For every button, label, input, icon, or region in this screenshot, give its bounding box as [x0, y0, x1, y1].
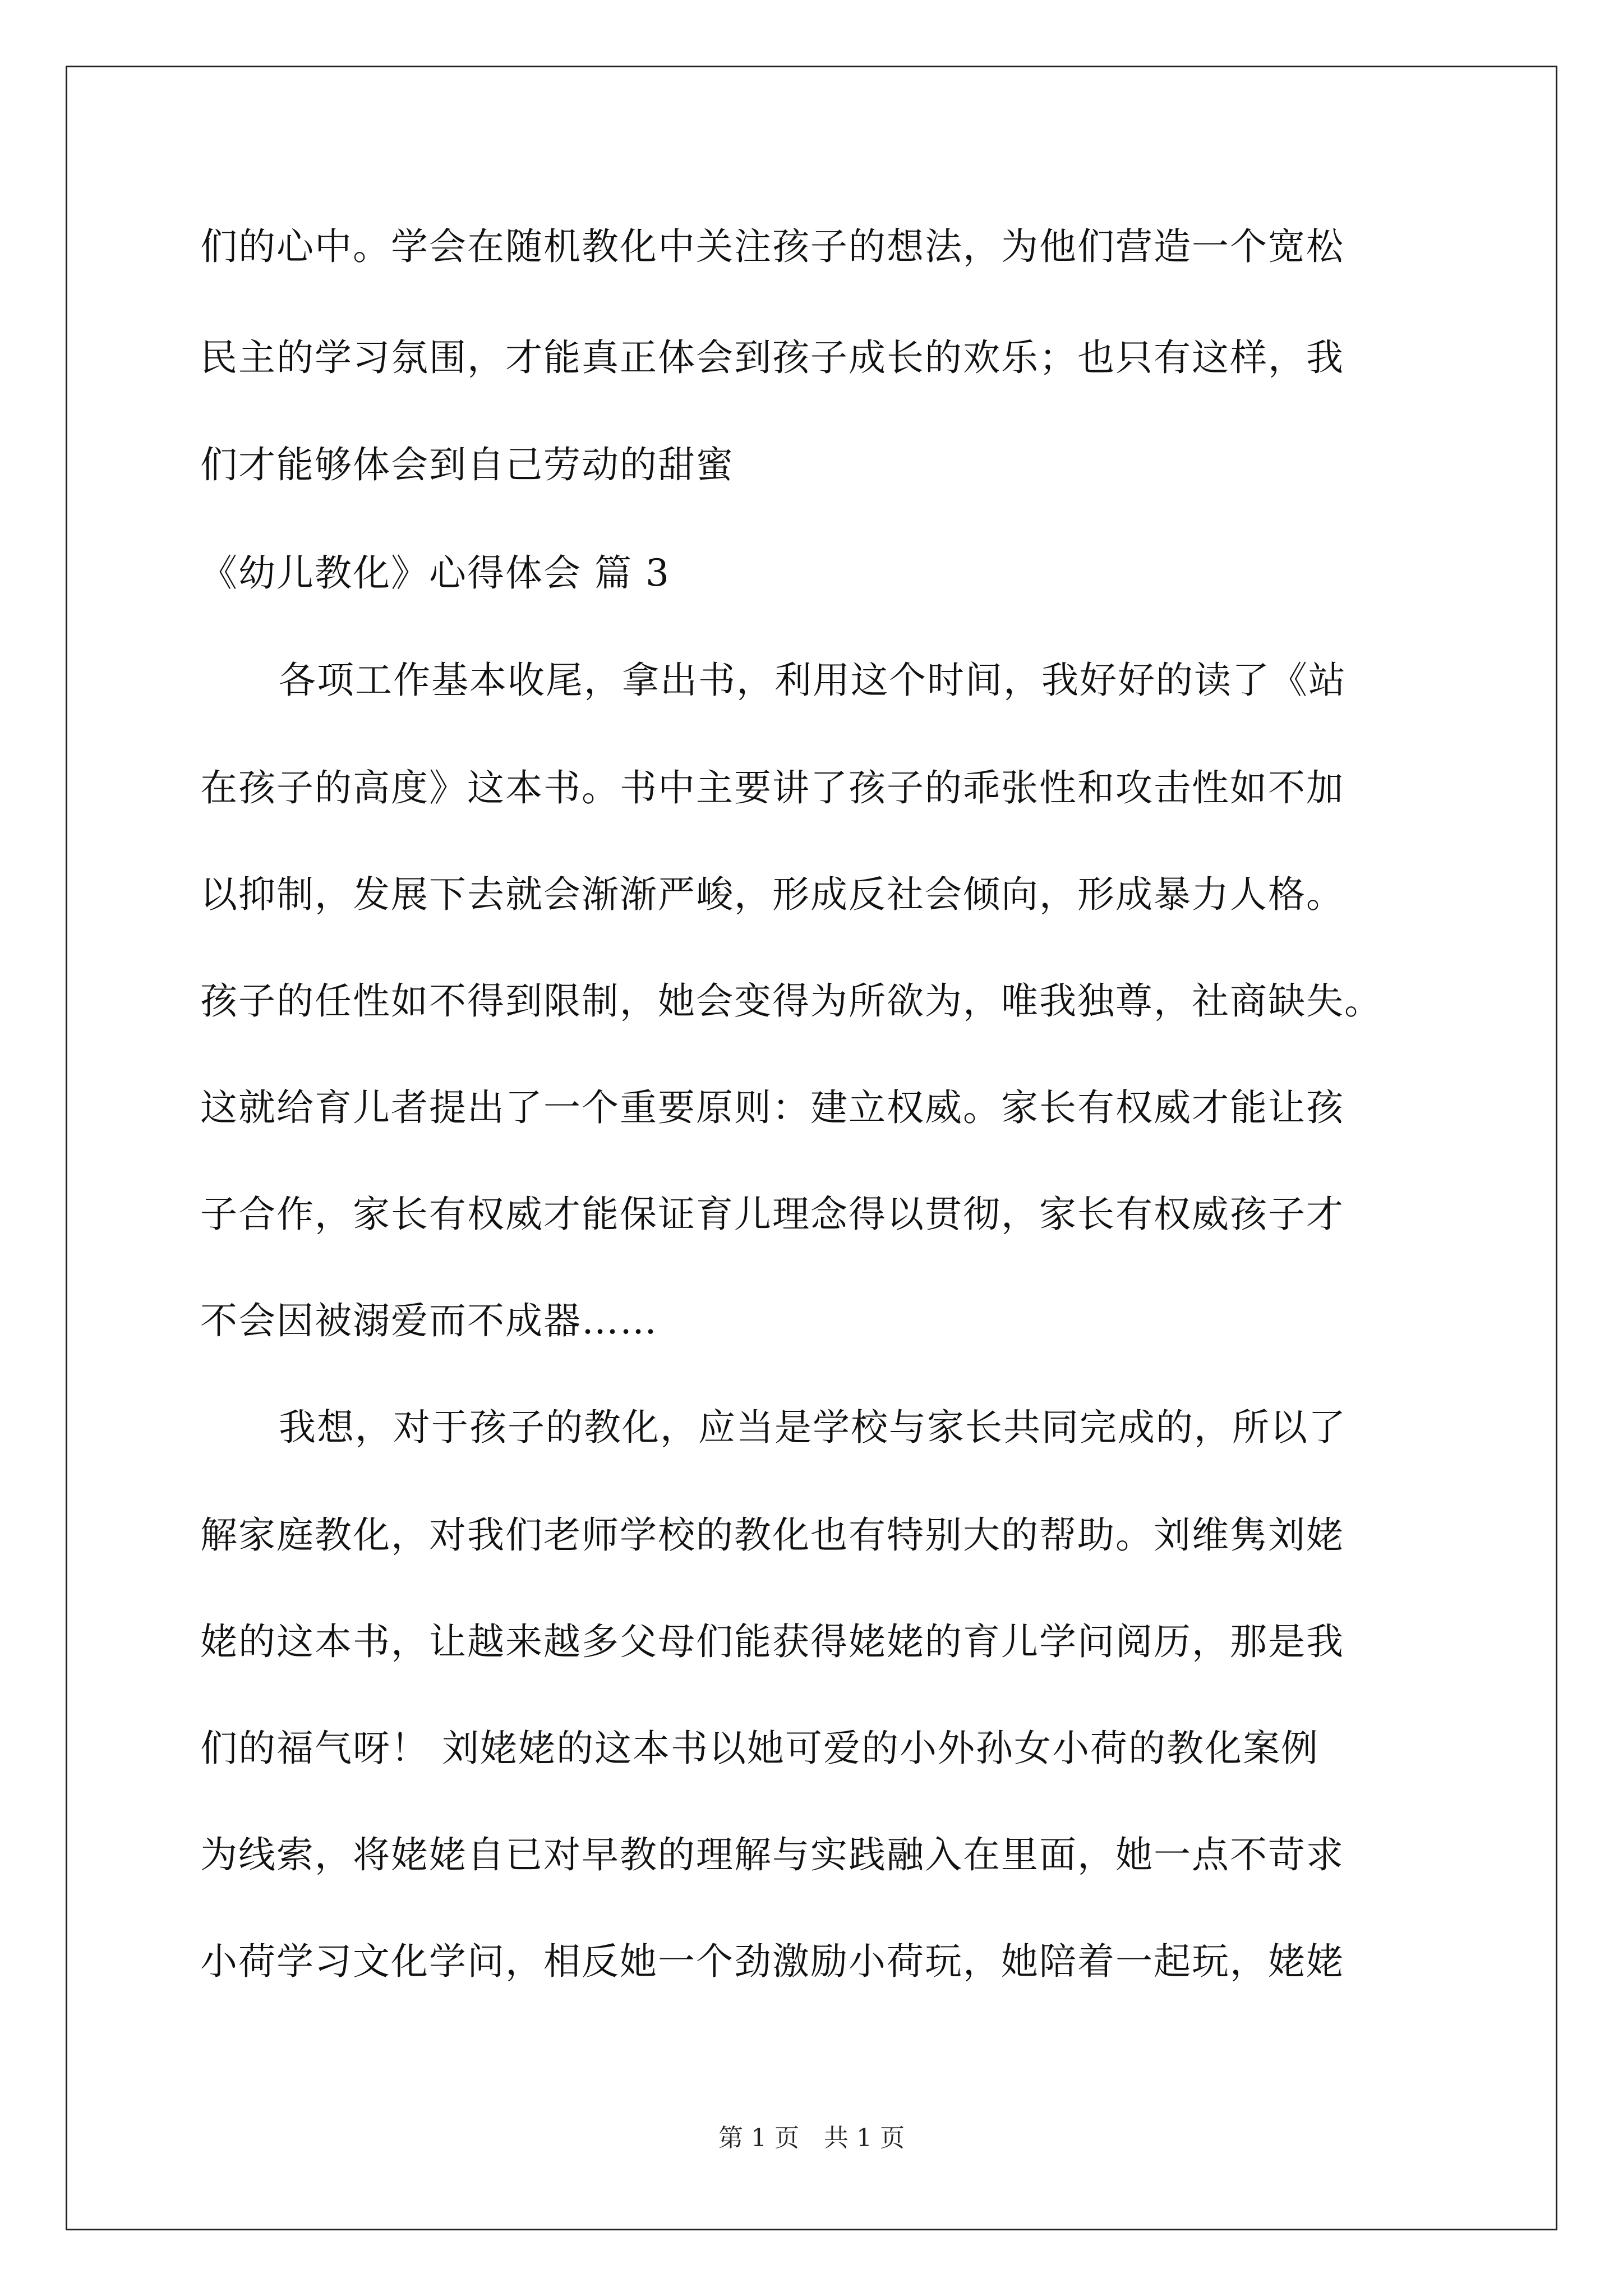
body-text-line: 以抑制，发展下去就会渐渐严峻，形成反社会倾向，形成暴力人格。	[200, 873, 1344, 916]
body-text-line: 们的福气呀！ 刘姥姥的这本书以她可爱的小外孙女小荷的教化案例	[200, 1727, 1319, 1770]
body-text-line: 不会因被溺爱而不成器……	[200, 1299, 658, 1342]
section-heading: 《幼儿教化》心得体会 篇 3	[200, 551, 670, 595]
body-text-line: 这就给育儿者提出了一个重要原则：建立权威。家长有权威才能让孩	[200, 1086, 1344, 1129]
body-text-line: 我想，对于孩子的教化，应当是学校与家长共同完成的，所以了	[279, 1406, 1347, 1449]
page-border	[66, 66, 1557, 2230]
body-text-line: 们才能够体会到自己劳动的甜蜜	[200, 443, 734, 486]
body-text-line: 解家庭教化，对我们老师学校的教化也有特别大的帮助。刘维隽刘姥	[200, 1513, 1344, 1557]
page-number-footer: 第 1 页 共 1 页	[718, 2124, 905, 2152]
body-text-line: 孩子的任性如不得到限制，她会变得为所欲为，唯我独尊，社商缺失。	[200, 979, 1382, 1023]
body-text-line: 在孩子的高度》这本书。书中主要讲了孩子的乖张性和攻击性如不加	[200, 766, 1344, 809]
body-text-line: 民主的学习氛围，才能真正体会到孩子成长的欢乐；也只有这样，我	[200, 336, 1344, 379]
body-text-line: 们的心中。学会在随机教化中关注孩子的想法，为他们营造一个宽松	[200, 225, 1344, 268]
body-text-line: 为线索，将姥姥自已对早教的理解与实践融入在里面，她一点不苛求	[200, 1833, 1344, 1876]
body-text-line: 子合作，家长有权威才能保证育儿理念得以贯彻，家长有权威孩子才	[200, 1193, 1344, 1236]
body-text-line: 姥的这本书，让越来越多父母们能获得姥姥的育儿学问阅历，那是我	[200, 1620, 1344, 1663]
body-text-line: 各项工作基本收尾，拿出书，利用这个时间，我好好的读了《站	[279, 659, 1347, 702]
body-text-line: 小荷学习文化学问，相反她一个劲激励小荷玩，她陪着一起玩，姥姥	[200, 1940, 1344, 1983]
